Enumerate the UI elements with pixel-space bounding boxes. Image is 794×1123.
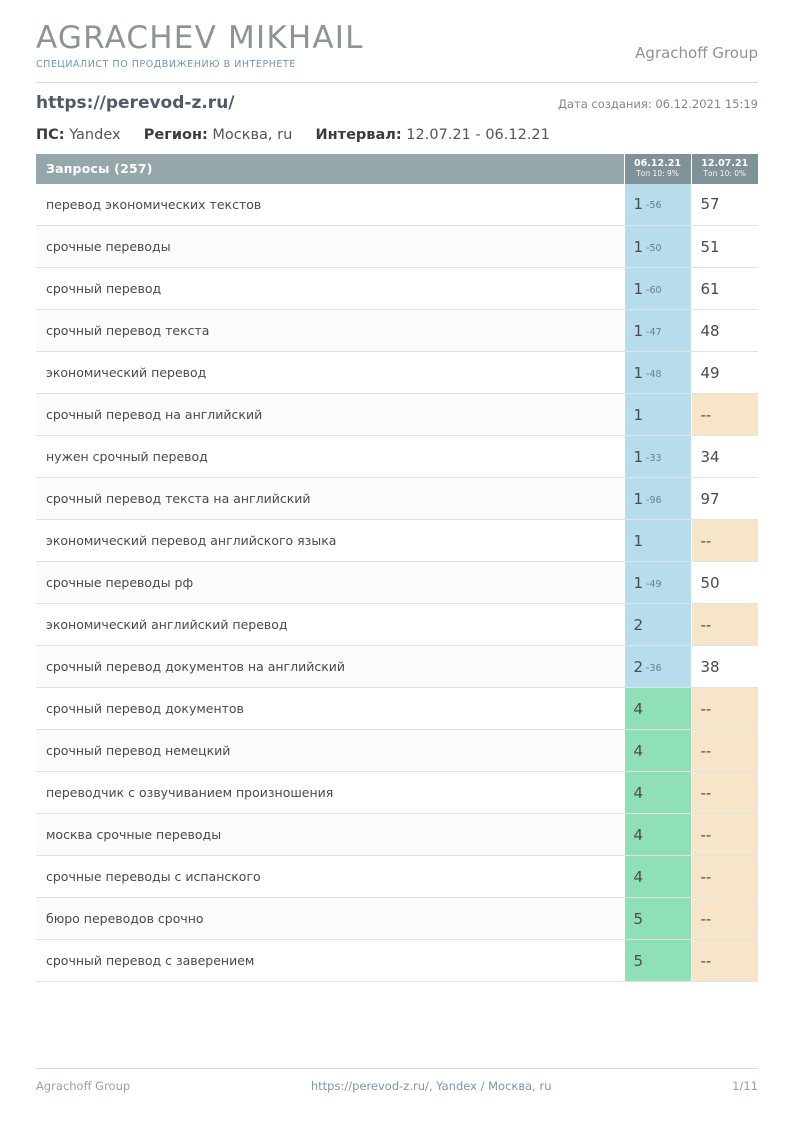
table-header-row [36,154,758,184]
table-row [36,898,758,940]
position-cell-previous: -- [691,394,758,436]
query-cell: москва срочные переводы [36,814,624,856]
query-cell: срочные переводы рф [36,562,624,604]
footer-right: 1/11 [732,1079,758,1093]
query-cell: экономический перевод [36,352,624,394]
position-cell-current [624,184,691,226]
region-label: Регион: [143,126,208,143]
position-cell-previous: 97 [691,478,758,520]
position-cell-current [624,226,691,268]
position-cell-current [624,898,691,940]
position-delta: -48 [646,368,662,380]
position-cell-current [624,436,691,478]
position-value: 5 [633,951,644,970]
position-value: 1 [633,279,644,298]
table-row [36,604,758,646]
position-cell-previous: -- [691,688,758,730]
position-cell-current [624,394,691,436]
col-header-queries: Запросы (257) [36,154,624,184]
table-row [36,856,758,898]
position-cell-previous: 50 [691,562,758,604]
col-header-date-1-date: 06.12.21 [634,157,681,169]
position-delta: -50 [646,242,662,254]
position-value: 4 [633,699,644,718]
position-cell-current [624,856,691,898]
url-row [36,93,758,127]
position-cell-current [624,562,691,604]
site-url[interactable]: https://perevod-z.ru/ [36,92,235,113]
table-row [36,688,758,730]
query-cell: срочный перевод документов [36,688,624,730]
positions-table [36,154,758,983]
query-cell: срочный перевод немецкий [36,730,624,772]
position-cell-current [624,604,691,646]
position-cell-previous: -- [691,730,758,772]
query-cell: срочные переводы с испанского [36,856,624,898]
position-cell-current [624,646,691,688]
position-value: 4 [633,867,644,886]
position-cell-current [624,688,691,730]
position-cell-previous: -- [691,940,758,982]
interval-value: 12.07.21 - 06.12.21 [406,126,550,143]
brand-subtitle: СПЕЦИАЛИСТ ПО ПРОДВИЖЕНИЮ В ИНТЕРНЕТЕ [36,58,296,70]
position-cell-current [624,268,691,310]
table-row [36,478,758,520]
query-cell: срочный перевод текста на английский [36,478,624,520]
position-cell-previous: 57 [691,184,758,226]
position-value: 4 [633,783,644,802]
table-row [36,394,758,436]
col-header-date-2-top: Топ 10: 0% [703,168,747,178]
position-delta: -33 [646,452,662,464]
brand-title: AGRACHEV MIKHAIL [36,20,364,56]
report-params [36,127,758,154]
position-value: 1 [633,237,644,256]
page-header [36,22,758,82]
position-cell-previous: 38 [691,646,758,688]
position-cell-current [624,352,691,394]
position-value: 1 [633,573,644,592]
query-cell: экономический английский перевод [36,604,624,646]
position-cell-previous: -- [691,814,758,856]
page-footer [36,1068,758,1093]
footer-left: Agrachoff Group [36,1079,131,1093]
position-cell-current [624,730,691,772]
table-row [36,562,758,604]
query-cell: срочный перевод с заверением [36,940,624,982]
position-value: 1 [633,447,644,466]
table-row [36,184,758,226]
position-cell-previous: -- [691,898,758,940]
position-cell-current [624,520,691,562]
position-delta: -56 [646,200,662,212]
table-row [36,772,758,814]
position-cell-previous: -- [691,604,758,646]
position-delta: -49 [646,578,662,590]
interval-label: Интервал: [315,126,402,143]
table-row [36,646,758,688]
region-value: Москва, ru [212,126,293,143]
table-row [36,436,758,478]
position-cell-previous: 49 [691,352,758,394]
col-header-date-2 [691,154,758,184]
query-cell: срочный перевод документов на английский [36,646,624,688]
query-cell: экономический перевод английского языка [36,520,624,562]
table-row [36,940,758,982]
table-row [36,226,758,268]
position-cell-previous: -- [691,520,758,562]
position-cell-previous: -- [691,856,758,898]
query-cell: срочный перевод на английский [36,394,624,436]
position-cell-previous: 61 [691,268,758,310]
footer-center: https://perevod-z.ru/, Yandex / Москва, ru [310,1079,552,1093]
brand-block [36,22,364,70]
position-delta: -47 [646,326,662,338]
position-cell-previous: 51 [691,226,758,268]
position-value: 4 [633,825,644,844]
position-value: 1 [633,489,644,508]
position-value: 1 [633,405,644,424]
query-cell: срочный перевод текста [36,310,624,352]
position-value: 1 [633,195,644,214]
position-delta: -96 [646,494,662,506]
query-cell: бюро переводов срочно [36,898,624,940]
position-value: 2 [633,615,644,634]
position-value: 4 [633,741,644,760]
col-header-date-2-date: 12.07.21 [701,157,749,169]
table-head [36,154,758,184]
engine-label: ПС: [36,126,65,143]
position-cell-previous: 48 [691,310,758,352]
table-row [36,352,758,394]
table-body [36,184,758,982]
position-cell-current [624,478,691,520]
position-delta: -60 [646,284,662,296]
col-header-date-1-top: Топ 10: 9% [636,168,679,178]
query-cell: срочные переводы [36,226,624,268]
created-date: Дата создания: 06.12.2021 15:19 [558,96,758,111]
position-cell-previous: -- [691,772,758,814]
position-value: 2 [633,657,644,676]
query-cell: срочный перевод [36,268,624,310]
table-row [36,520,758,562]
position-value: 1 [633,531,644,550]
query-cell: перевод экономических текстов [36,184,624,226]
engine-value: Yandex [69,126,121,143]
position-cell-current [624,814,691,856]
table-row [36,730,758,772]
table-row [36,814,758,856]
position-value: 5 [633,909,644,928]
position-cell-current [624,310,691,352]
table-row [36,268,758,310]
position-value: 1 [633,363,644,382]
header-divider [36,82,758,83]
position-delta: -36 [646,662,662,674]
query-cell: нужен срочный перевод [36,436,624,478]
position-cell-current [624,940,691,982]
col-header-date-1 [624,154,691,184]
position-cell-current [624,772,691,814]
company-name: Agrachoff Group [635,44,758,62]
position-cell-previous: 34 [691,436,758,478]
table-row [36,310,758,352]
position-value: 1 [633,321,644,340]
query-cell: переводчик с озвучиванием произношения [36,772,624,814]
